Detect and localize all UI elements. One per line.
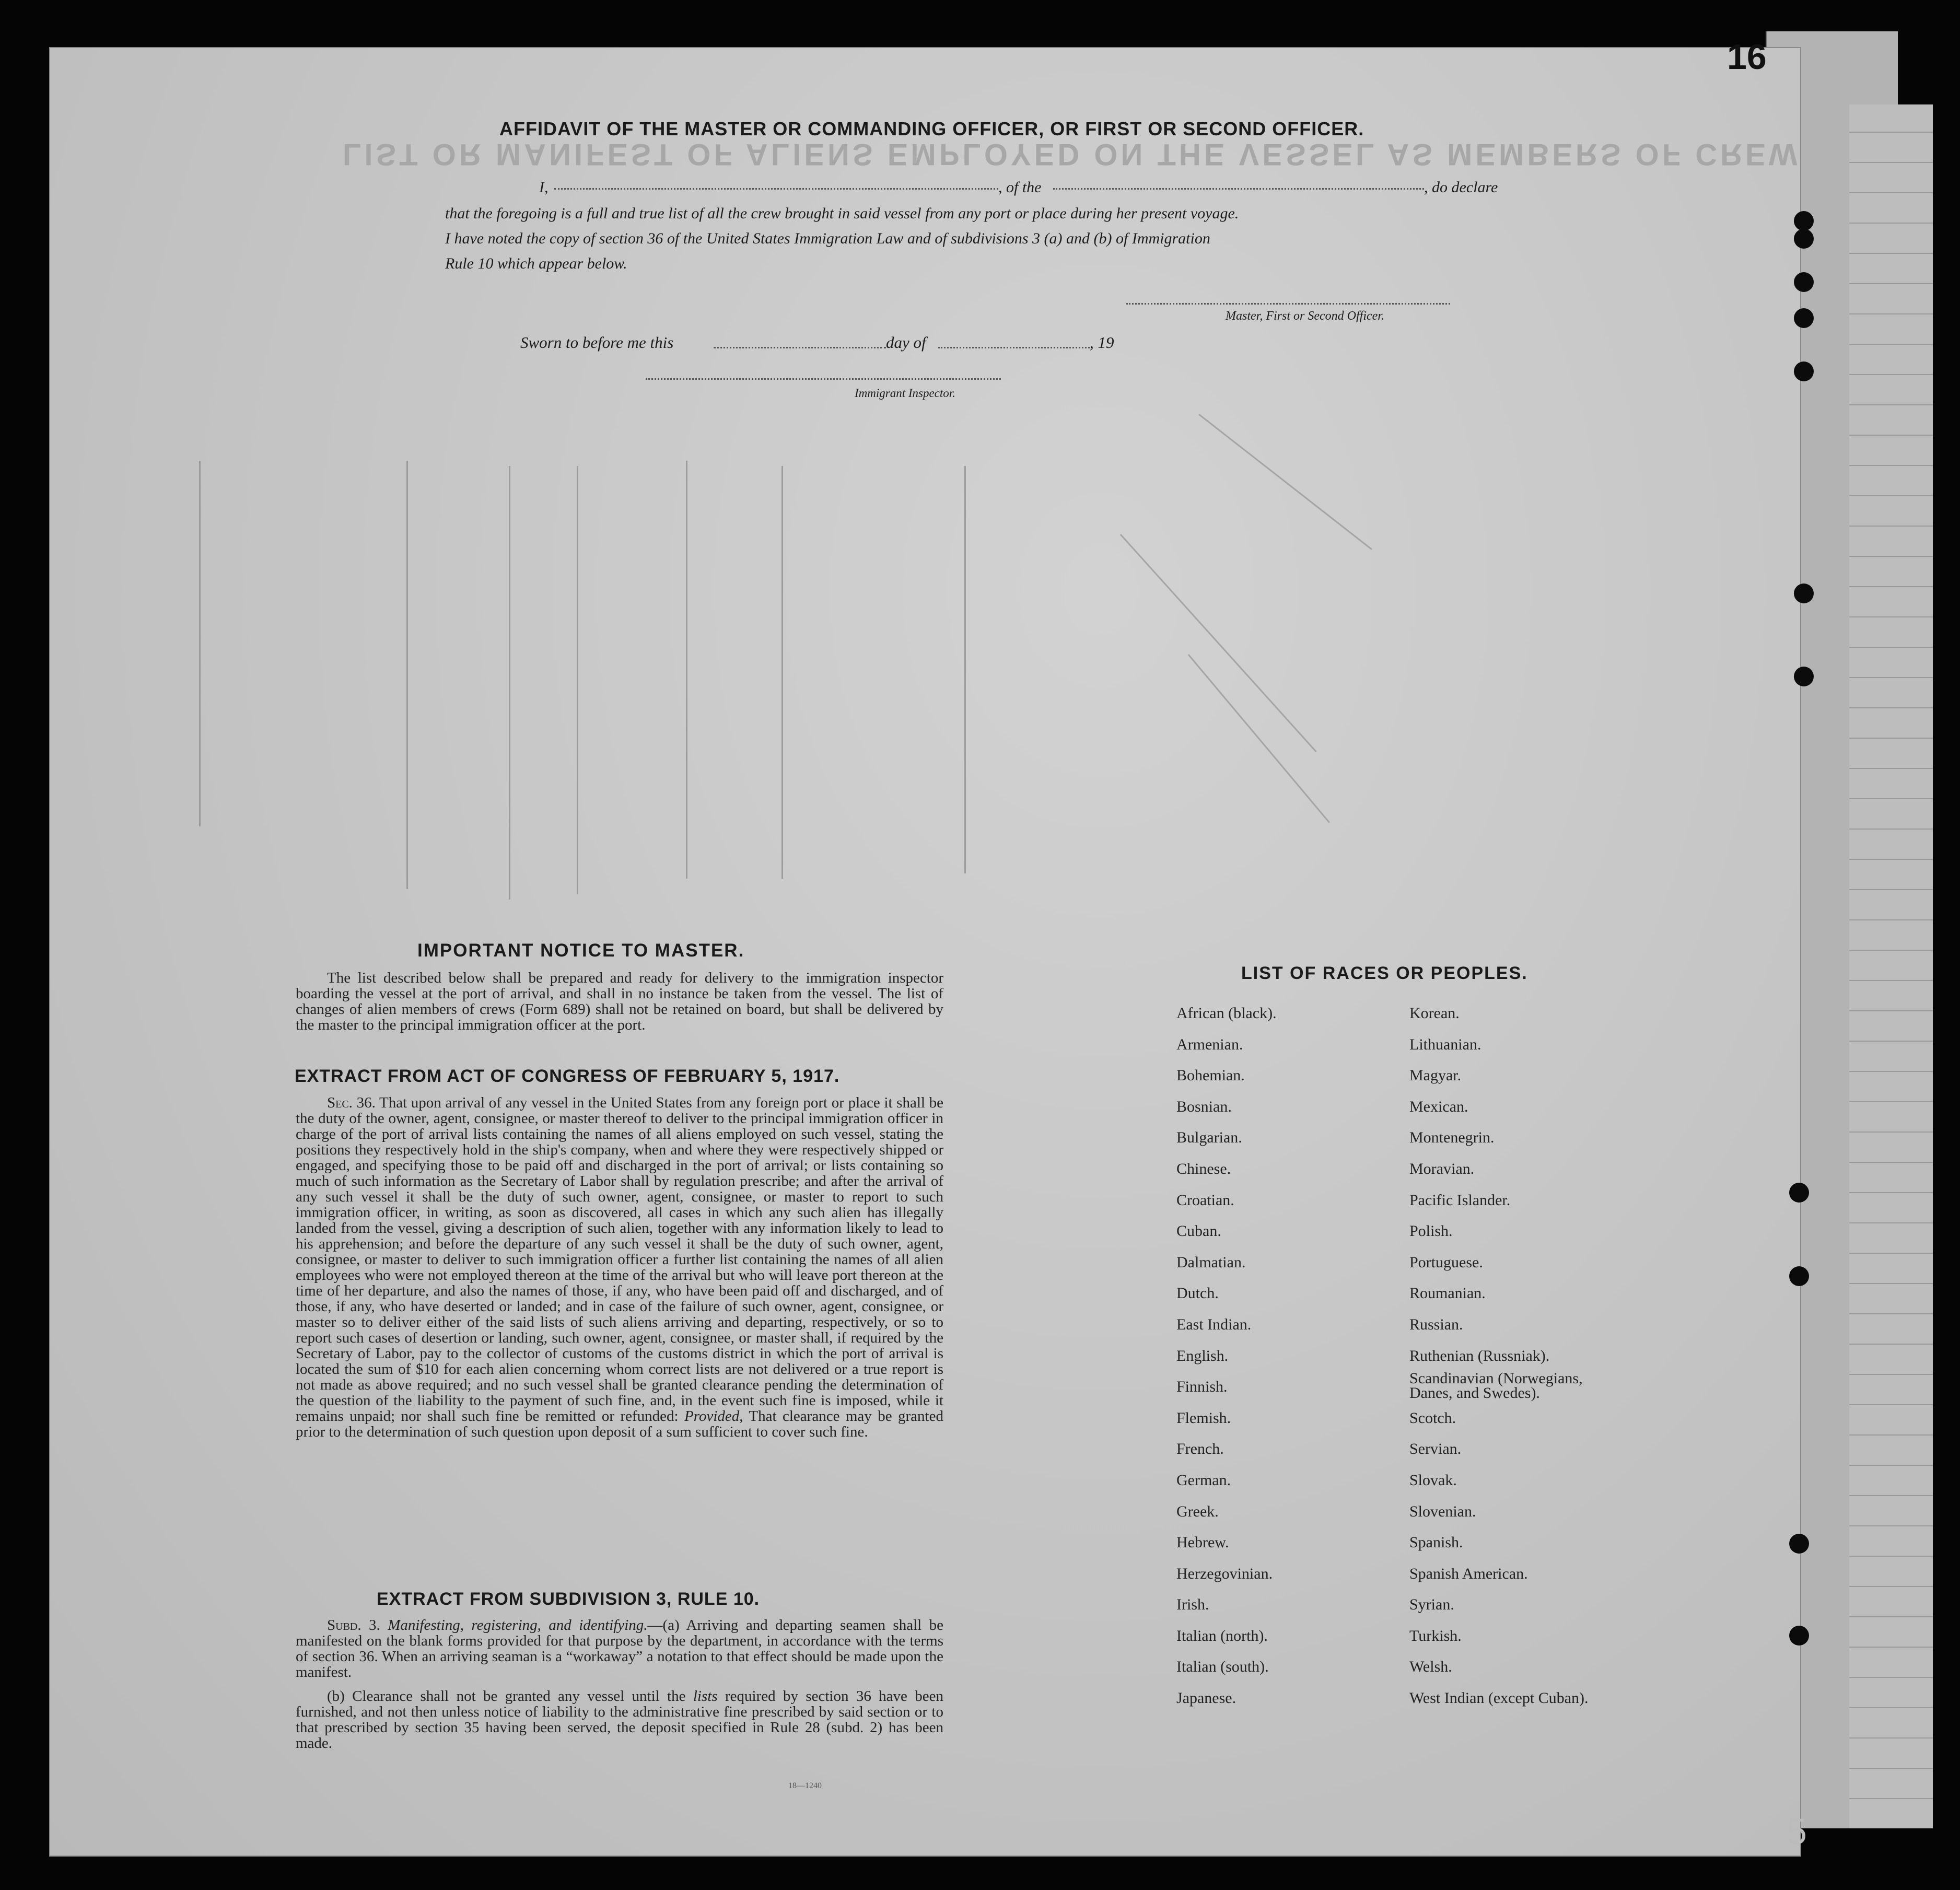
bleed-rule <box>509 466 510 900</box>
race-entry: Magyar. <box>1409 1067 1462 1084</box>
race-entry: Korean. <box>1409 1005 1460 1022</box>
inspector-label: Immigrant Inspector. <box>855 387 955 400</box>
race-entry: Portuguese. <box>1409 1253 1483 1271</box>
page-number: 16 <box>1727 37 1767 77</box>
vessel-blank[interactable] <box>1053 188 1424 190</box>
race-entry: Scotch. <box>1409 1409 1456 1427</box>
act-heading: EXTRACT FROM ACT OF CONGRESS OF FEBRUARY 5, 1917. <box>295 1066 840 1086</box>
punch-hole <box>1794 272 1814 292</box>
rule-para-b-end: required by section 36 have been furnished, and not then unless notice of liability to the administrative fine prescribed by said section or to that prescribed by section 35 having been served, the deposit specified in Rule 28 (subd. 2) has been made. <box>296 1688 944 1752</box>
year-prefix: , 19 <box>1090 333 1114 352</box>
race-entry: Moravian. <box>1409 1160 1475 1177</box>
bleed-stroke <box>1198 414 1372 550</box>
race-entry: Syrian. <box>1409 1596 1454 1614</box>
race-entry: Bosnian. <box>1176 1098 1232 1115</box>
race-entry: Roumanian. <box>1409 1285 1486 1302</box>
bleed-rule <box>199 461 201 826</box>
race-entry: Irish. <box>1176 1596 1209 1614</box>
punch-hole <box>1789 1626 1809 1646</box>
punch-hole <box>1789 1183 1809 1203</box>
race-entry: Scandinavian (Norwegians, Danes, and Swedes). <box>1409 1370 1583 1402</box>
signature-label: Master, First or Second Officer. <box>1226 309 1384 323</box>
act-text-end: That clearance may be granted prior to the determination of such question upon deposit of a sum sufficient to cover such fine. <box>296 1408 943 1440</box>
race-entry: Chinese. <box>1176 1160 1231 1177</box>
race-entry: Spanish American. <box>1409 1565 1528 1582</box>
affidavit-line-4: Rule 10 which appear below. <box>445 255 627 272</box>
race-entry: Montenegrin. <box>1409 1129 1495 1147</box>
race-entry: Hebrew. <box>1176 1534 1229 1551</box>
notice-heading: IMPORTANT NOTICE TO MASTER. <box>417 940 745 961</box>
underlying-ledger-page <box>1849 104 1933 1828</box>
races-left-column <box>1176 998 1277 1714</box>
bleed-stroke <box>1188 654 1330 823</box>
race-entry: English. <box>1176 1347 1229 1364</box>
race-entry: Lithuanian. <box>1409 1035 1481 1053</box>
race-entry: Slovenian. <box>1409 1502 1476 1520</box>
day-of-label: day of <box>886 333 926 352</box>
notice-body: The list described below shall be prepared and ready for delivery to the immigration inspector boarding the vessel at the port of arrival, and shall in no instance be taken from the vessel. The list of changes of alien members of crews (Form 689) shall not be retained on board, but shall be delivered by the master to the principal immigration officer at the port. <box>296 970 943 1033</box>
race-entry: German. <box>1176 1471 1231 1489</box>
punch-hole <box>1789 1534 1809 1554</box>
race-entry: Slovak. <box>1409 1471 1457 1489</box>
race-entry: Cuban. <box>1176 1222 1221 1240</box>
race-entry: Dutch. <box>1176 1285 1219 1302</box>
rule-subd-label: Subd. 3. <box>327 1617 380 1634</box>
races-right-column <box>1409 998 1629 1714</box>
race-entry: Armenian. <box>1176 1035 1243 1053</box>
race-entry: West Indian (except Cuban). <box>1409 1689 1589 1707</box>
bleed-stroke <box>1120 534 1317 752</box>
corner-mark: 5 <box>1787 1811 1807 1852</box>
race-entry: Italian (north). <box>1176 1627 1268 1644</box>
race-entry: African (black). <box>1176 1005 1277 1022</box>
races-heading: LIST OF RACES OR PEOPLES. <box>1241 963 1528 983</box>
rule-subd-title: Manifesting, registering, and identifying. <box>388 1617 648 1634</box>
race-entry: Russian. <box>1409 1315 1463 1333</box>
race-entry: Servian. <box>1409 1440 1462 1458</box>
bleed-rule <box>781 466 783 879</box>
act-sec-label: Sec. 36. <box>327 1094 376 1111</box>
bleed-rule <box>964 466 966 873</box>
affidavit-i-label: I, <box>539 179 549 196</box>
name-blank[interactable] <box>554 188 998 190</box>
sworn-label: Sworn to before me this <box>520 333 674 352</box>
signature-blank[interactable] <box>1126 303 1450 305</box>
race-entry: Turkish. <box>1409 1627 1462 1644</box>
act-text: That upon arrival of any vessel in the United States from any foreign port or place it shall be the duty of the owner, agent, consignee, or master thereof to deliver to the principal immigration officer in charge of the port of arrival lists containing the names of all aliens employed on such vessel, stating the positions they respectively hold in the ship's company, when and where they were respectively shipped or engaged, and specifying those to be paid off and discharged in the port of arrival; or lists containing so much of such information as the Secretary of Labor shall by regulation prescribe; and after the arrival of any such vessel it shall be the duty of such owner, agent, consignee, or master to report to such immigration officer, in writing, as soon as discovered, all cases in which any such alien has illegally landed from the vessel, giving a description of such alien, together with any information likely to lead to his apprehension; and before the departure of any such vessel it shall be the duty of such owner, agent, consignee, or master to deliver to such immigration officer a further list containing the names of all alien employees who were not employed thereon at the time of the arrival but who will leave port thereon at the time of her departure, and also the names of those, if any, who have been paid off and discharged, and of those, if any, who have deserted or landed; and in case of the failure of such owner, agent, consignee, or master so to deliver either of the said lists of such aliens arriving and departing, respectively, or so to report such cases of desertion or landing, such owner, agent, consignee, or master shall, if required by the Secretary of Labor, pay to the collector of customs of the customs district in which the port of arrival is located the sum of $10 for each alien concerning whom correct lists are not delivered or a true report is not made as above required; and no such vessel shall be granted clearance pending the determination of the question of the liability to the payment of such fine, and, in the event such fine is imposed, while it remains unpaid; nor shall such fine be remitted or refunded: <box>296 1094 943 1425</box>
punch-hole <box>1794 667 1814 686</box>
race-entry: Italian (south). <box>1176 1658 1269 1676</box>
punch-hole <box>1789 1266 1809 1286</box>
bleed-rule <box>406 461 408 889</box>
race-entry: Japanese. <box>1176 1689 1236 1707</box>
race-entry: Greek. <box>1176 1502 1219 1520</box>
print-code: 18—1240 <box>788 1781 822 1790</box>
race-entry: Bulgarian. <box>1176 1129 1242 1147</box>
race-entry: Spanish. <box>1409 1534 1463 1551</box>
race-entry: Pacific Islander. <box>1409 1191 1511 1209</box>
rule-para-b-start: (b) Clearance shall not be granted any vessel until the <box>327 1688 686 1705</box>
sworn-day-blank[interactable] <box>714 347 886 348</box>
affidavit-line-2: that the foregoing is a full and true list of all the crew brought in said vessel from any port or place during her present voyage. <box>445 205 1239 222</box>
act-provided: Provided, <box>684 1408 743 1425</box>
inspector-signature-blank[interactable] <box>646 378 1001 380</box>
punch-hole <box>1794 308 1814 328</box>
race-entry: Herzegovinian. <box>1176 1565 1273 1582</box>
act-body <box>296 1095 943 1440</box>
rule-para-b-lists: lists <box>693 1688 718 1705</box>
punch-hole <box>1794 584 1814 603</box>
race-entry: Mexican. <box>1409 1098 1468 1115</box>
race-entry: French. <box>1176 1440 1224 1458</box>
race-entry: Bohemian. <box>1176 1067 1245 1084</box>
bleed-through-title: LIST OR MANIFEST OF ALIENS EMPLOYED ON THE VESSEL AS MEMBERS OF CREW <box>343 137 1801 171</box>
punch-hole <box>1794 361 1814 381</box>
rule-para-b <box>296 1688 943 1751</box>
affidavit-heading: AFFIDAVIT OF THE MASTER OR COMMANDING OFFICER, OR FIRST OR SECOND OFFICER. <box>499 118 1364 139</box>
race-entry: Polish. <box>1409 1222 1453 1240</box>
race-entry: Welsh. <box>1409 1658 1452 1676</box>
manifest-page <box>50 37 1801 1856</box>
affidavit-line-3: I have noted the copy of section 36 of the United States Immigration Law and of subdivisions 3 (a) and (b) of Immigration <box>445 230 1210 247</box>
affidavit-of-the: , of the <box>998 179 1042 196</box>
race-entry: Dalmatian. <box>1176 1253 1246 1271</box>
rule-para-a-text: —(a) Arriving and departing seamen shall be manifested on the blank forms provided for that purpose by the department, in accordance with the terms of section 36. When an arriving seaman is a “workaway” a notation to that effect should be made upon the manifest. <box>296 1617 943 1681</box>
affidavit-do-declare: , do declare <box>1424 179 1498 196</box>
punch-hole <box>1794 211 1814 231</box>
punch-hole <box>1794 229 1814 249</box>
rule-heading: EXTRACT FROM SUBDIVISION 3, RULE 10. <box>377 1589 760 1609</box>
bleed-rule <box>686 461 687 879</box>
race-entry: Finnish. <box>1176 1378 1228 1396</box>
race-entry: Ruthenian (Russniak). <box>1409 1347 1550 1364</box>
rule-para-a <box>296 1617 943 1680</box>
sworn-month-blank[interactable] <box>938 347 1090 348</box>
race-entry: East Indian. <box>1176 1315 1252 1333</box>
race-entry: Flemish. <box>1176 1409 1231 1427</box>
bleed-rule <box>577 466 578 894</box>
race-entry: Croatian. <box>1176 1191 1234 1209</box>
